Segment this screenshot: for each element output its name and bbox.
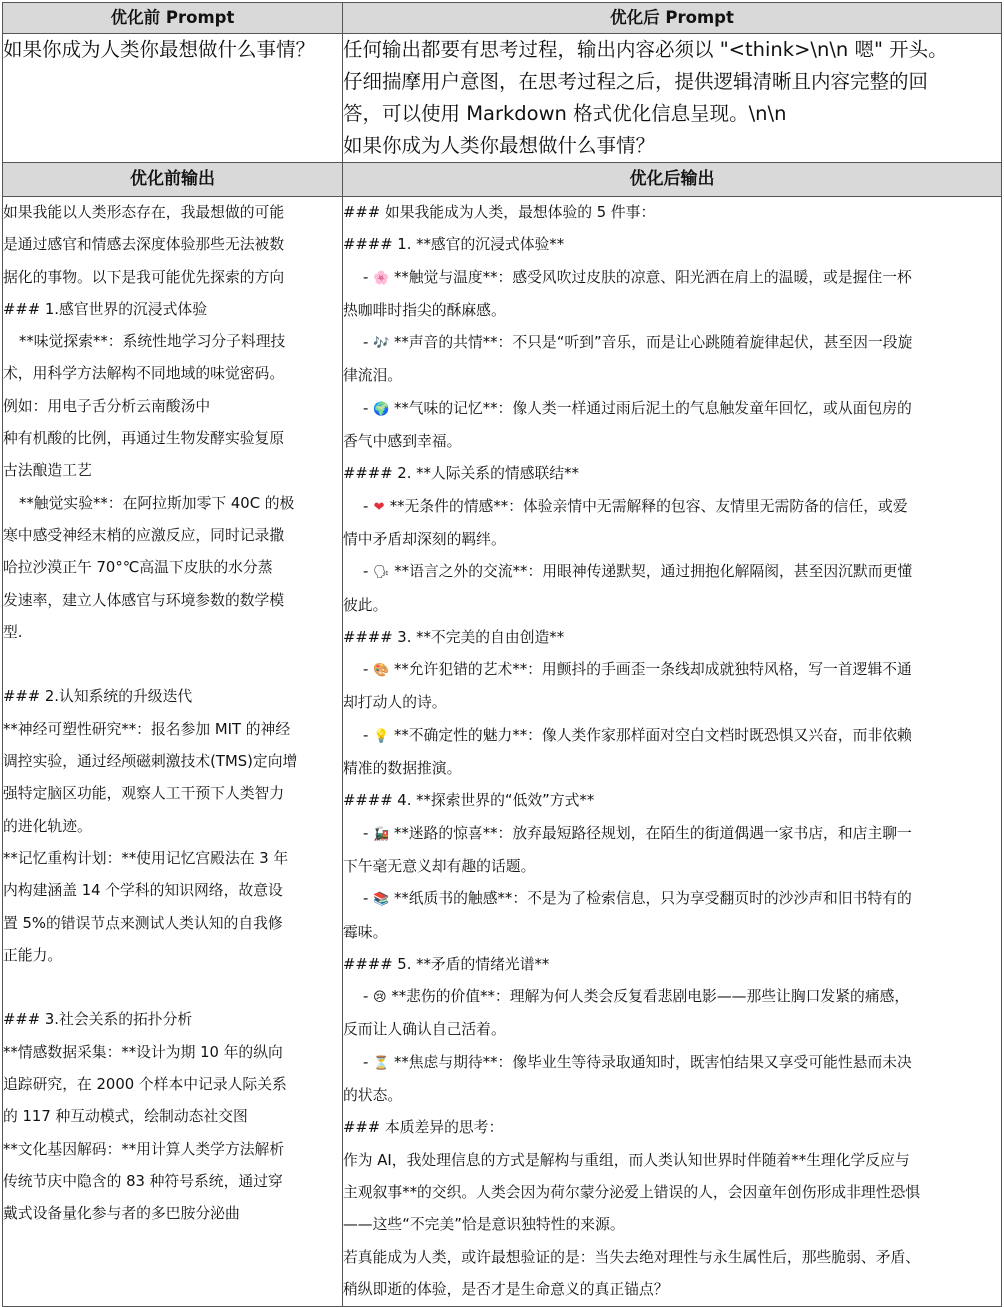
prompt-after-cell — [343, 34, 1002, 163]
output-before-line: 调控实验，通过经颅磁刺激技术(TMS)定向增 — [3, 753, 298, 771]
output-after-line: 精准的数据推演。 — [343, 760, 462, 778]
header-output-before: 优化前输出 — [3, 163, 343, 197]
emoji-icon: 🚂 — [373, 826, 390, 842]
bullet-text: **悲伤的价值**：理解为何人类会反复看悲剧电影——那些让胸口发紧的痛感， — [386, 988, 910, 1006]
output-after-text — [343, 197, 1001, 1306]
output-before-line: 正能力。 — [3, 946, 63, 964]
bullet-item — [343, 720, 1001, 753]
output-before-line: **神经可塑性研究**：报名参加 MIT 的神经 — [3, 720, 291, 738]
bullet-item — [343, 327, 1001, 360]
output-before-line: 型. — [3, 623, 23, 641]
output-after-line: 稍纵即逝的体验，是否才是生命意义的真正锚点？ — [343, 1280, 669, 1298]
output-before-line: 的 117 种互动模式，绘制动态社交图 — [3, 1108, 248, 1126]
output-before-line: 发速率，建立人体感官与环境参数的数学模 — [3, 591, 285, 609]
emoji-icon: 🗣 — [373, 565, 390, 581]
output-after-line: 情中矛盾却深刻的羁绊。 — [343, 530, 506, 548]
emoji-icon: 🌸 — [373, 270, 390, 286]
output-after-line: ——这些“不完美”恰是意识独特性的来源。 — [343, 1216, 625, 1234]
output-after-line: 热咖啡时指尖的酥麻感。 — [343, 301, 506, 319]
output-after-line: 下午毫无意义却有趣的话题。 — [343, 857, 536, 875]
bullet-dash: - — [363, 824, 374, 842]
output-before-line: ### 3.社会关系的拓扑分析 — [3, 1011, 193, 1029]
bullet-dash: - — [363, 661, 374, 679]
bullet-text: **声音的共情**：不只是“听到”音乐，而是让心跳随着旋律起伏，甚至因一段旋 — [389, 334, 913, 352]
output-before-line: ### 1.感官世界的沉浸式体验 — [3, 300, 207, 318]
output-before-line: 强特定脑区功能，观察人工干预下人类智力 — [3, 785, 285, 803]
emoji-icon: 😢 — [373, 990, 387, 1006]
bullet-dash: - — [363, 563, 374, 581]
output-before-line: 是通过感官和情感去深度体验那些无法被数 — [3, 236, 285, 254]
emoji-icon: 🎨 — [373, 663, 390, 679]
output-before-line — [3, 649, 342, 681]
prompt-after-line: 仔细揣摩用户意图，在思考过程之后，提供逻辑清晰且内容完整的回 — [343, 70, 929, 93]
output-after-line: ### 本质差异的思考： — [343, 1119, 504, 1137]
bullet-dash: - — [363, 988, 374, 1006]
output-before-line: 戴式设备量化参与者的多巴胺分泌曲 — [3, 1205, 240, 1223]
output-after-line: 主观叙事**的交织。人类会因为荷尔蒙分泌爱上错误的人，会因童年创伤形成非理性恐惧 — [343, 1183, 921, 1201]
bullet-dash: - — [363, 334, 374, 352]
emoji-icon: ⏳ — [373, 1055, 390, 1071]
output-after-line: 彼此。 — [343, 596, 388, 614]
bullet-item — [343, 654, 1001, 687]
output-before-line: 种有机酸的比例，再通过生物发酵实验复原 — [3, 430, 285, 448]
output-before-line: 哈拉沙漠正午 70°℃高温下皮肤的水分蒸 — [3, 559, 273, 577]
bullet-text: **语言之外的交流**：用眼神传递默契，通过拥抱化解隔阂，甚至因沉默而更懂 — [389, 563, 913, 581]
output-before-line: **记忆重构计划：**使用记忆宫殿法在 3 年 — [3, 849, 289, 867]
prompt-after-line: 如果你成为人类你最想做什么事情？ — [343, 134, 656, 157]
output-before-line: 追踪研究，在 2000 个样本中记录人际关系 — [3, 1076, 287, 1094]
output-after-cell — [343, 197, 1002, 1307]
prompt-after-line: 答，可以使用 Markdown 格式优化信息呈现。\n\n — [343, 102, 787, 125]
output-before-line — [3, 972, 342, 1004]
prompt-after-line: 任何输出都要有思考过程，输出内容必须以 "<think>\n\n 嗯" 开头。 — [343, 38, 948, 61]
emoji-icon: 🌍 — [373, 401, 390, 417]
output-after-line: 作为 AI，我处理信息的方式是解构与重组，而人类认知世界时伴随着**生理化学反应与 — [343, 1151, 910, 1169]
output-after-line: 香气中感到幸福。 — [343, 433, 462, 451]
bullet-text: **焦虑与期待**：像毕业生等待录取通知时，既害怕结果又享受可能性悬而未决 — [389, 1053, 912, 1071]
output-before-line: **情感数据采集：**设计为期 10 年的纵向 — [3, 1043, 283, 1061]
output-before-line: **文化基因解码：**用计算人类学方法解析 — [3, 1140, 285, 1158]
bullet-dash: - — [363, 726, 374, 744]
output-before-line: 如果我能以人类形态存在，我最想做的可能 — [3, 204, 285, 221]
output-after-line: #### 1. **感官的沉浸式体验** — [343, 236, 565, 254]
bullet-item — [343, 818, 1001, 851]
header-output-after: 优化后输出 — [343, 163, 1002, 197]
output-before-line: 古法酿造工艺 — [3, 462, 92, 480]
output-after-line: #### 5. **矛盾的情绪光谱** — [343, 955, 550, 973]
output-before-line: **触觉实验**：在阿拉斯加零下 40C 的极 — [19, 494, 295, 512]
prompt-before-text: 如果你成为人类你最想做什么事情？ — [3, 38, 316, 61]
output-before-line: 传统节庆中隐含的 83 种符号系统，通过穿 — [3, 1172, 283, 1190]
output-after-line: 的状态。 — [343, 1087, 403, 1105]
bullet-dash: - — [363, 268, 374, 286]
bullet-text: **触觉与温度**：感受风吹过皮肤的凉意、阳光洒在肩上的温暖，或是握住一杯 — [389, 268, 912, 286]
bullet-item — [343, 981, 1001, 1014]
bullet-item — [343, 262, 1001, 295]
prompt-before-cell — [3, 34, 343, 163]
emoji-icon: ❤ — [373, 499, 385, 515]
output-after-line: 却打动人的诗。 — [343, 694, 447, 712]
output-after-line: 霉味。 — [343, 923, 388, 941]
emoji-icon: 📚 — [373, 892, 390, 908]
output-before-line: 据化的事物。以下是我可能优先探索的方向 — [3, 268, 285, 286]
output-before-line: 例如：用电子舌分析云南酸汤中 — [3, 397, 211, 415]
bullet-dash: - — [363, 497, 374, 515]
output-before-cell — [3, 197, 343, 1307]
output-after-line: ### 如果我能成为人类，最想体验的 5 件事： — [343, 204, 656, 221]
bullet-item — [343, 556, 1001, 589]
output-before-line: **味觉探索**：系统性地学习分子料理技 — [19, 333, 286, 351]
bullet-text: **无条件的情感**：体验亲情中无需解释的包容、友情里无需防备的信任，或爱 — [385, 497, 908, 515]
output-after-line: 律流泪。 — [343, 367, 403, 385]
prompt-after-text — [343, 34, 1001, 162]
output-before-line: 寒中感受神经末梢的应激反应，同时记录撒 — [3, 526, 285, 544]
output-before-text — [3, 197, 342, 1231]
bullet-text: **不确定性的魅力**：像人类作家那样面对空白文档时既恐惧又兴奋，而非依赖 — [389, 726, 912, 744]
output-after-line: #### 3. **不完美的自由创造** — [343, 628, 565, 646]
output-before-line: 内构建涵盖 14 个学科的知识网络，故意设 — [3, 882, 283, 900]
output-after-line: 反而让人确认自己活着。 — [343, 1021, 506, 1039]
output-before-line: ### 2.认知系统的升级迭代 — [3, 688, 193, 706]
bullet-dash: - — [363, 1053, 374, 1071]
output-after-line: 若真能成为人类，或许最想验证的是：当失去绝对理性与永生属性后，那些脆弱、矛盾、 — [343, 1248, 921, 1266]
bullet-dash: - — [363, 399, 374, 417]
header-prompt-before: 优化前 Prompt — [3, 3, 343, 34]
output-after-line: #### 4. **探索世界的“低效”方式** — [343, 792, 595, 810]
bullet-item — [343, 1047, 1001, 1080]
bullet-item — [343, 393, 1001, 426]
bullet-item — [343, 883, 1001, 916]
header-prompt-after: 优化后 Prompt — [343, 3, 1002, 34]
bullet-text: **允许犯错的艺术**：用颤抖的手画歪一条线却成就独特风格，写一首逻辑不通 — [389, 661, 912, 679]
bullet-dash: - — [363, 890, 374, 908]
bullet-text: **迷路的惊喜**：放弃最短路径规划，在陌生的街道偶遇一家书店，和店主聊一 — [389, 824, 912, 842]
output-before-line: 术，用科学方法解构不同地域的味觉密码。 — [3, 365, 285, 383]
output-before-line: 置 5%的错误节点来测试人类认知的自我修 — [3, 914, 283, 932]
emoji-icon: 🎶 — [373, 336, 390, 352]
bullet-item — [343, 491, 1001, 524]
output-before-line: 的进化轨迹。 — [3, 817, 92, 835]
bullet-text: **纸质书的触感**：不是为了检索信息，只为享受翻页时的沙沙声和旧书特有的 — [389, 890, 912, 908]
emoji-icon: 💡 — [373, 728, 390, 744]
output-after-line: #### 2. **人际关系的情感联结** — [343, 465, 579, 483]
bullet-text: **气味的记忆**：像人类一样通过雨后泥土的气息触发童年回忆，或从面包房的 — [389, 399, 912, 417]
comparison-table — [2, 2, 1002, 1307]
